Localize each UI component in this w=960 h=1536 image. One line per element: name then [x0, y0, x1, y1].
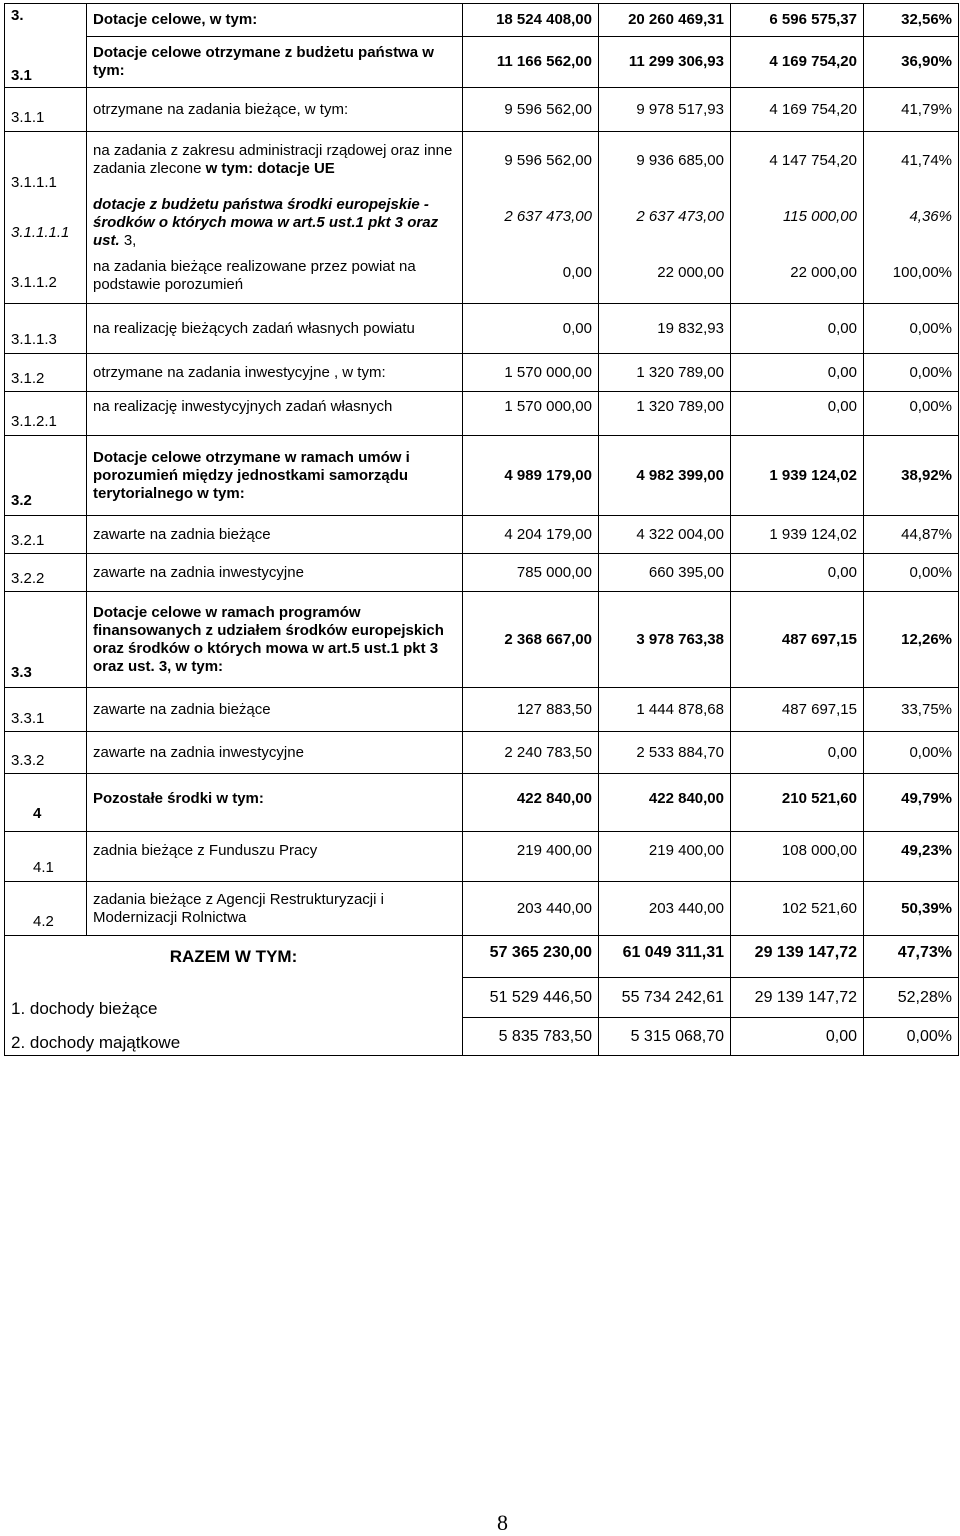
row-id: 3.1.1	[5, 88, 87, 132]
cell-execution: 210 521,60	[731, 774, 864, 832]
row-description: na zadania bieżące realizowane przez powiat na podstawie porozumień	[93, 258, 416, 293]
row-id: 3.1.1.3	[5, 304, 87, 354]
row-description: Dotacje celowe otrzymane z budżetu państwa w tym:	[87, 37, 463, 88]
row-description: zawarte na zadnia bieżące	[87, 688, 463, 732]
table-row	[5, 516, 959, 554]
totals-label-cell	[5, 936, 463, 1056]
cell-plan: 4 989 179,00	[463, 436, 599, 516]
row-id: 3.1.2.1	[5, 392, 87, 436]
row-id: 3.	[11, 6, 24, 24]
table-row	[5, 392, 959, 436]
row-description: na zadania z zakresu administracji rządowej oraz inne zadania zlecone w tym: dotacje UE	[93, 142, 453, 177]
cell-plan-after-changes: 9 936 685,00 2 637 473,00 22 000,00	[599, 132, 731, 304]
cell-percent: 41,74% 4,36% 100,00%	[864, 132, 959, 304]
cell-plan-after-changes: 61 049 311,31	[599, 936, 731, 978]
cell-plan-after-changes: 219 400,00	[599, 832, 731, 882]
cell-execution: 0,00	[731, 304, 864, 354]
row-description: zawarte na zadnia inwestycyjne	[87, 732, 463, 774]
cell-execution: 0,00	[731, 732, 864, 774]
cell-execution: 0,00	[731, 354, 864, 392]
table-row	[5, 592, 959, 688]
cell-execution: 4 169 754,20	[731, 37, 864, 88]
row-id: 3.1.1.1	[11, 174, 57, 191]
cell-execution: 487 697,15	[731, 688, 864, 732]
table-row	[5, 688, 959, 732]
cell-percent: 52,28%	[864, 978, 959, 1018]
cell-plan-after-changes: 5 315 068,70	[599, 1018, 731, 1056]
cell-plan-after-changes: 1 320 789,00	[599, 392, 731, 436]
cell-plan: 51 529 446,50	[463, 978, 599, 1018]
row-id: 3.2.2	[5, 554, 87, 592]
table-row	[5, 354, 959, 392]
cell-execution: 0,00	[731, 1018, 864, 1056]
cell-execution: 6 596 575,37	[731, 4, 864, 37]
cell-plan-after-changes: 2 533 884,70	[599, 732, 731, 774]
row-label-current: 1. dochody bieżące	[11, 999, 158, 1018]
cell-plan: 785 000,00	[463, 554, 599, 592]
row-id-cell	[5, 132, 87, 304]
table-row	[5, 882, 959, 936]
cell-percent: 38,92%	[864, 436, 959, 516]
cell-execution: 1 939 124,02	[731, 436, 864, 516]
row-id: 3.3.1	[5, 688, 87, 732]
row-id: 3.1.2	[5, 354, 87, 392]
table-row	[5, 554, 959, 592]
cell-plan-after-changes: 3 978 763,38	[599, 592, 731, 688]
cell-execution: 29 139 147,72	[731, 978, 864, 1018]
cell-plan-after-changes: 1 320 789,00	[599, 354, 731, 392]
totals-title: RAZEM W TYM:	[169, 947, 298, 966]
cell-percent: 49,23%	[864, 832, 959, 882]
row-description-group	[87, 132, 463, 304]
row-description: zawarte na zadnia bieżące	[87, 516, 463, 554]
cell-percent: 36,90%	[864, 37, 959, 88]
cell-execution: 4 147 754,20 115 000,00 22 000,00	[731, 132, 864, 304]
cell-percent: 0,00%	[864, 354, 959, 392]
cell-plan-after-changes: 11 299 306,93	[599, 37, 731, 88]
row-description: na realizację bieżących zadań własnych powiatu	[87, 304, 463, 354]
cell-plan: 9 596 562,00	[463, 88, 599, 132]
cell-percent: 0,00%	[864, 554, 959, 592]
table-row	[5, 436, 959, 516]
row-description: Dotacje celowe w ramach programów finansowanych z udziałem środków europejskich oraz środków o których mowa w art.5 ust.1 pkt 3 oraz ust. 3, w tym:	[87, 592, 463, 688]
cell-plan: 18 524 408,00	[463, 4, 599, 37]
table-row	[5, 132, 959, 304]
cell-plan: 9 596 562,00 2 637 473,00 0,00	[463, 132, 599, 304]
cell-percent: 33,75%	[864, 688, 959, 732]
cell-plan: 57 365 230,00	[463, 936, 599, 978]
row-id: 3.1.1.2	[11, 274, 57, 291]
cell-execution: 4 169 754,20	[731, 88, 864, 132]
cell-plan: 422 840,00	[463, 774, 599, 832]
cell-execution: 1 939 124,02	[731, 516, 864, 554]
cell-execution: 29 139 147,72	[731, 936, 864, 978]
row-id: 3.2	[5, 436, 87, 516]
cell-percent: 41,79%	[864, 88, 959, 132]
cell-plan-after-changes: 660 395,00	[599, 554, 731, 592]
cell-plan: 0,00	[463, 304, 599, 354]
table-row	[5, 732, 959, 774]
cell-plan: 219 400,00	[463, 832, 599, 882]
row-description: zawarte na zadnia inwestycyjne	[87, 554, 463, 592]
row-description: Dotacje celowe, w tym:	[87, 4, 463, 37]
row-id: 4.2	[5, 882, 87, 936]
cell-plan: 1 570 000,00	[463, 392, 599, 436]
cell-plan-after-changes: 55 734 242,61	[599, 978, 731, 1018]
cell-percent: 0,00%	[864, 304, 959, 354]
cell-plan-after-changes: 20 260 469,31	[599, 4, 731, 37]
row-description: zadnia bieżące z Funduszu Pracy	[87, 832, 463, 882]
cell-percent: 0,00%	[864, 732, 959, 774]
cell-plan: 2 240 783,50	[463, 732, 599, 774]
row-id: 3.3.2	[5, 732, 87, 774]
row-description: dotacje z budżetu państwa środki europejskie - środków o których mowa w art.5 ust.1 pkt 3 oraz ust. 3,	[93, 196, 439, 249]
cell-percent: 47,73%	[864, 936, 959, 978]
row-id: 4.1	[5, 832, 87, 882]
table-row	[5, 304, 959, 354]
cell-plan: 4 204 179,00	[463, 516, 599, 554]
row-description: otrzymane na zadania inwestycyjne , w tym:	[87, 354, 463, 392]
row-id: 4	[5, 774, 87, 832]
cell-percent: 44,87%	[864, 516, 959, 554]
cell-plan-after-changes: 203 440,00	[599, 882, 731, 936]
cell-plan: 11 166 562,00	[463, 37, 599, 88]
table-row-total	[5, 936, 959, 978]
row-label-capital: 2. dochody majątkowe	[11, 1033, 181, 1052]
table-row	[5, 88, 959, 132]
cell-percent: 32,56%	[864, 4, 959, 37]
row-description: Pozostałe środki w tym:	[87, 774, 463, 832]
cell-execution: 487 697,15	[731, 592, 864, 688]
table-row	[5, 832, 959, 882]
row-id-cell	[5, 4, 87, 88]
cell-plan: 127 883,50	[463, 688, 599, 732]
cell-plan: 1 570 000,00	[463, 354, 599, 392]
row-description: na realizację inwestycyjnych zadań własnych	[87, 392, 463, 436]
cell-percent: 0,00%	[864, 392, 959, 436]
row-description: otrzymane na zadania bieżące, w tym:	[87, 88, 463, 132]
cell-execution: 0,00	[731, 554, 864, 592]
row-id: 3.1.1.1.1	[11, 224, 70, 241]
row-id: 3.3	[5, 592, 87, 688]
row-description: zadania bieżące z Agencji Restrukturyzacji i Modernizacji Rolnictwa	[87, 882, 463, 936]
budget-table	[4, 3, 959, 1056]
cell-execution: 0,00	[731, 392, 864, 436]
cell-percent: 49,79%	[864, 774, 959, 832]
table-row	[5, 774, 959, 832]
cell-percent: 12,26%	[864, 592, 959, 688]
cell-execution: 102 521,60	[731, 882, 864, 936]
cell-plan: 5 835 783,50	[463, 1018, 599, 1056]
cell-percent: 50,39%	[864, 882, 959, 936]
cell-plan-after-changes: 422 840,00	[599, 774, 731, 832]
cell-plan: 2 368 667,00	[463, 592, 599, 688]
cell-execution: 108 000,00	[731, 832, 864, 882]
table-row	[5, 37, 959, 88]
cell-plan-after-changes: 1 444 878,68	[599, 688, 731, 732]
cell-plan-after-changes: 19 832,93	[599, 304, 731, 354]
cell-percent: 0,00%	[864, 1018, 959, 1056]
cell-plan-after-changes: 4 982 399,00	[599, 436, 731, 516]
table-row	[5, 4, 959, 37]
cell-plan: 203 440,00	[463, 882, 599, 936]
cell-plan-after-changes: 4 322 004,00	[599, 516, 731, 554]
page-number: 8	[497, 1510, 508, 1535]
row-id: 3.1	[11, 66, 32, 84]
row-id: 3.2.1	[5, 516, 87, 554]
row-description: Dotacje celowe otrzymane w ramach umów i porozumień między jednostkami samorządu terytorialnego w tym:	[87, 436, 463, 516]
cell-plan-after-changes: 9 978 517,93	[599, 88, 731, 132]
